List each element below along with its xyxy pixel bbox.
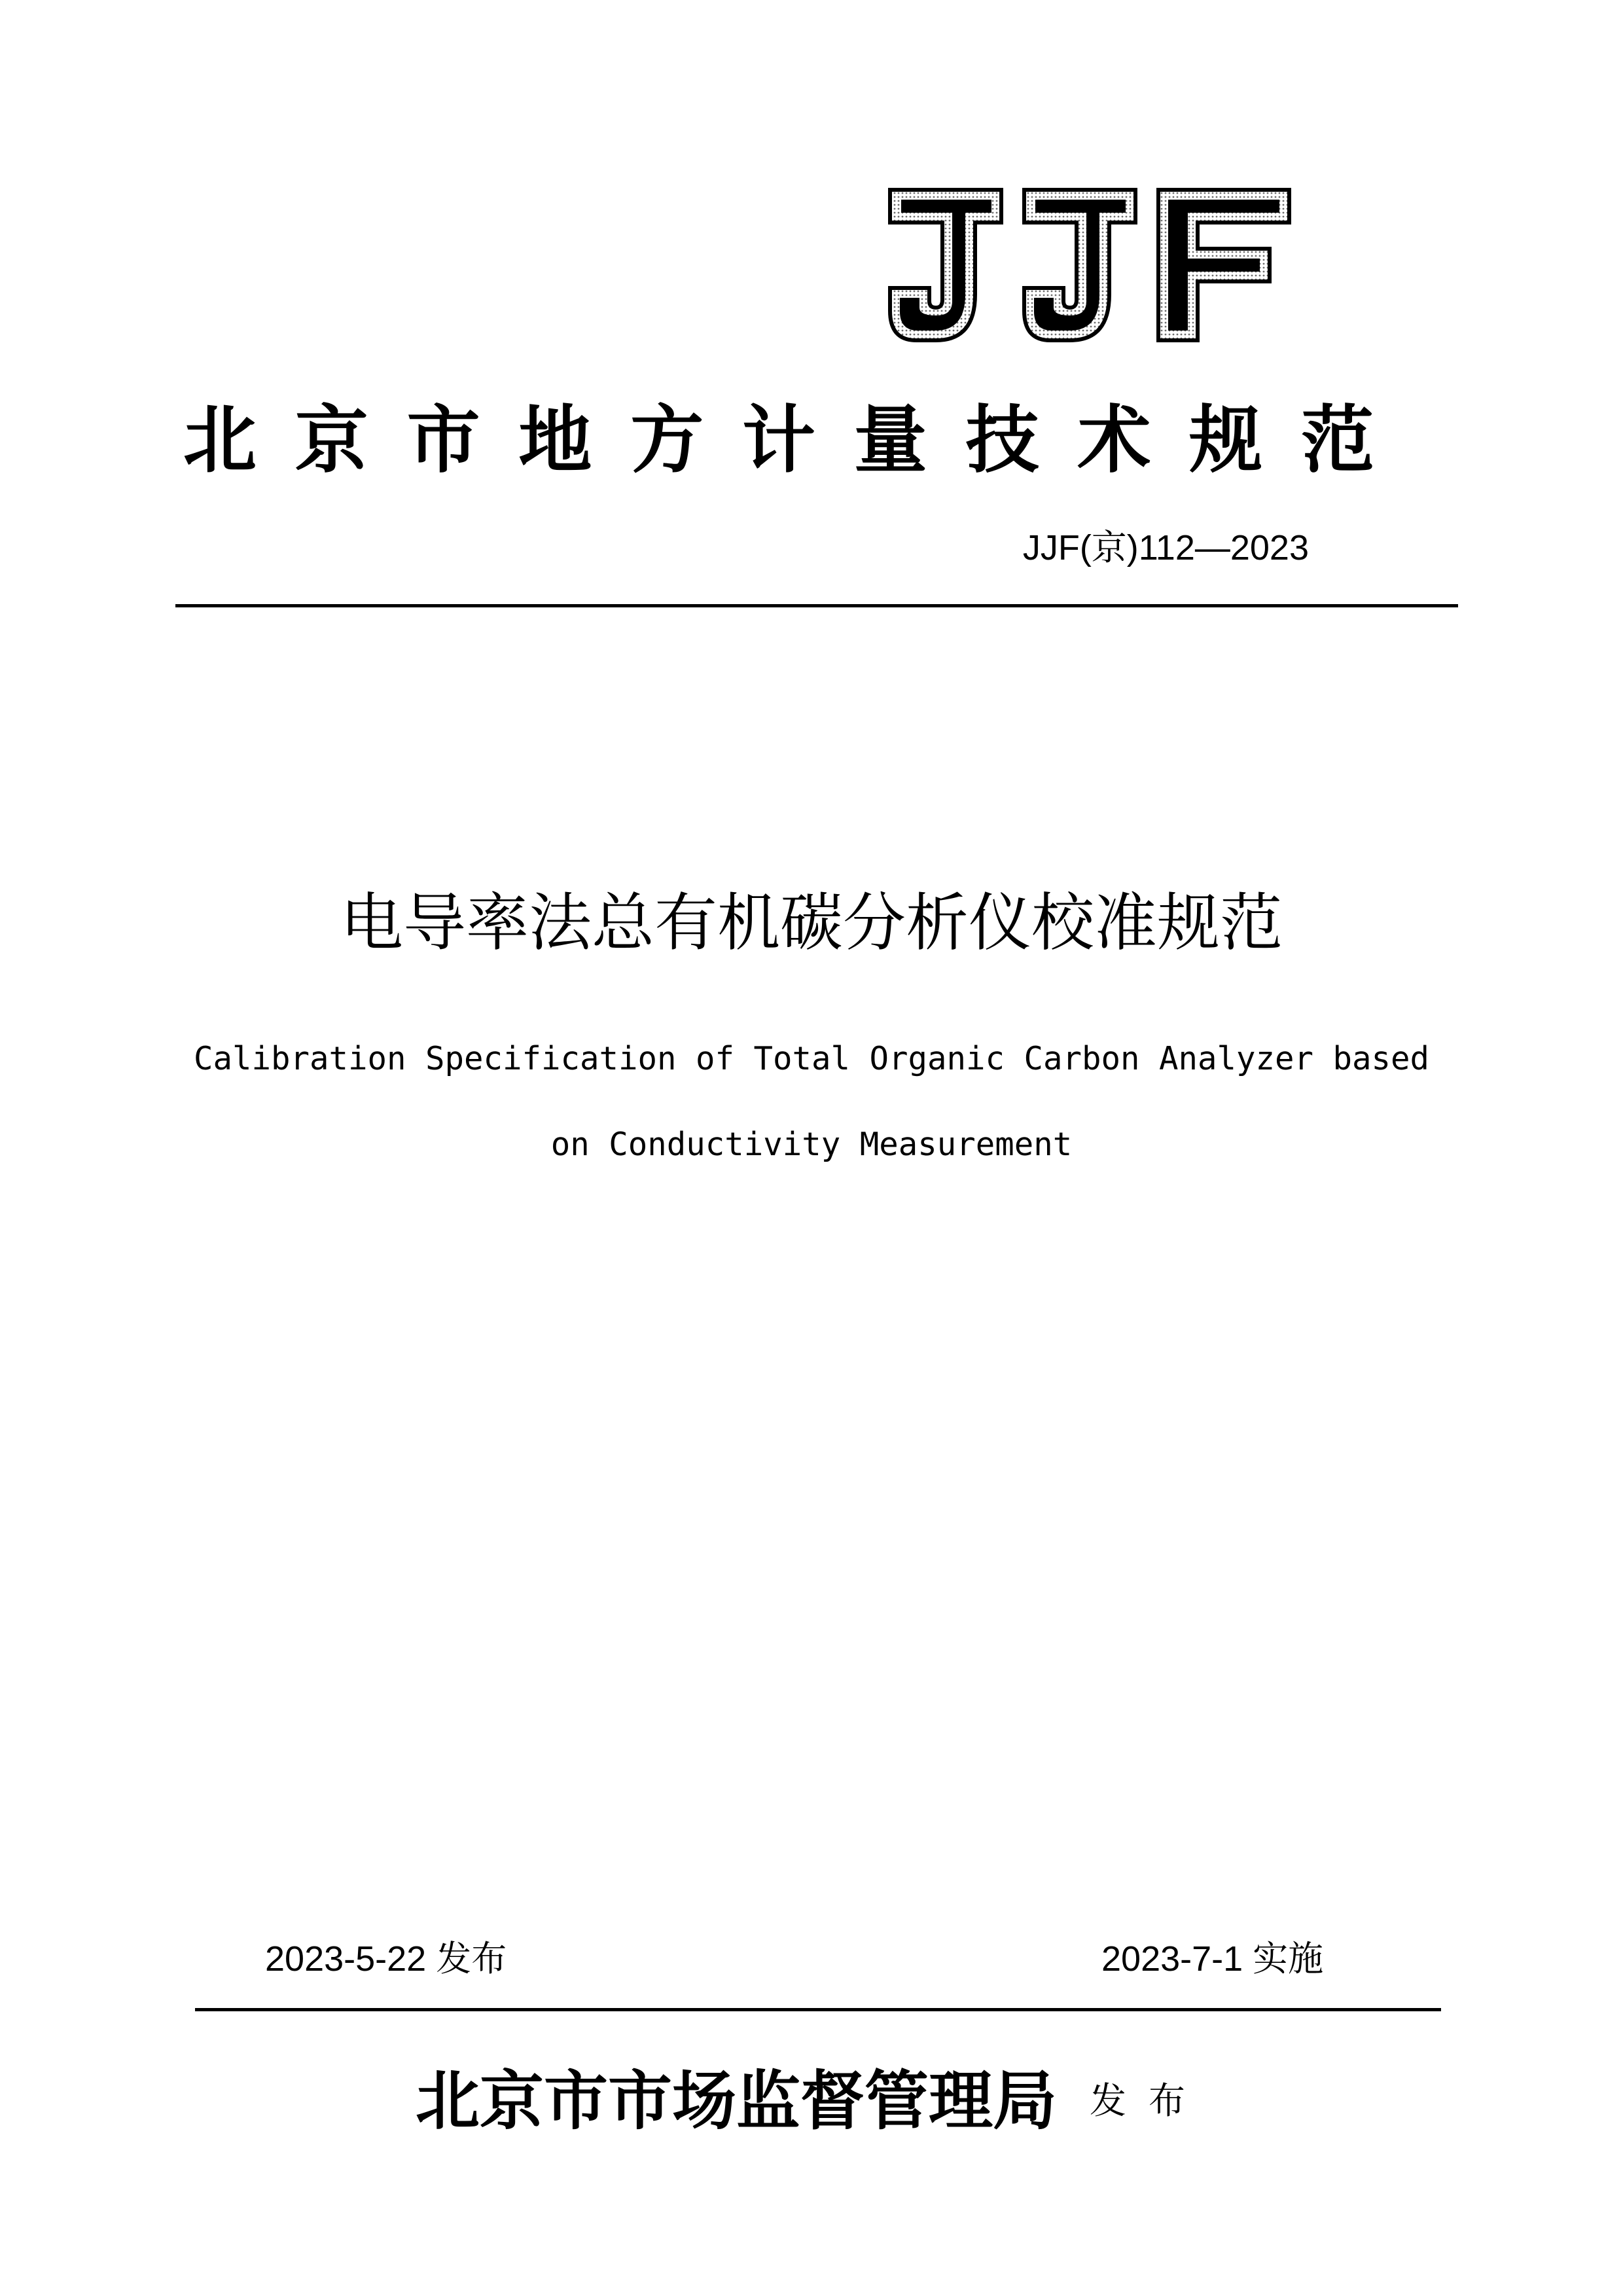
title-english-line-2: on Conductivity Measurement [550,1126,1073,1163]
top-divider [175,604,1458,607]
category-char: 规 [1189,397,1263,483]
category-char: 术 [1077,397,1151,483]
publish-label: 发布 [1090,2079,1207,2123]
issue-date: 2023-5-22 发布 [265,1939,507,1979]
category-char: 技 [965,397,1039,483]
jjf-logo [877,183,1296,353]
implementation-date: 2023-7-1 实施 [1101,1939,1324,1979]
publisher-name: 北京市市场监督管理局 [415,2063,1057,2139]
publisher-row [0,2055,1623,2147]
category-char: 地 [518,397,592,483]
category-char: 京 [294,397,368,483]
bottom-divider [195,2008,1441,2011]
title-chinese: 电导率法总有机碳分析仪校准规范 [340,886,1283,960]
category-char: 量 [853,397,927,483]
logo-text: JJF [877,183,878,184]
category-char: 北 [183,397,257,483]
title-english-line-1: Calibration Specification of Total Organic Carbon Analyzer based [193,1040,1430,1077]
category-char: 方 [630,397,704,483]
document-number: JJF(京)112—2023 [1022,528,1309,567]
standard-category-title [183,391,1374,490]
category-char: 范 [1300,397,1374,483]
category-char: 市 [406,397,480,483]
category-char: 计 [741,397,815,483]
